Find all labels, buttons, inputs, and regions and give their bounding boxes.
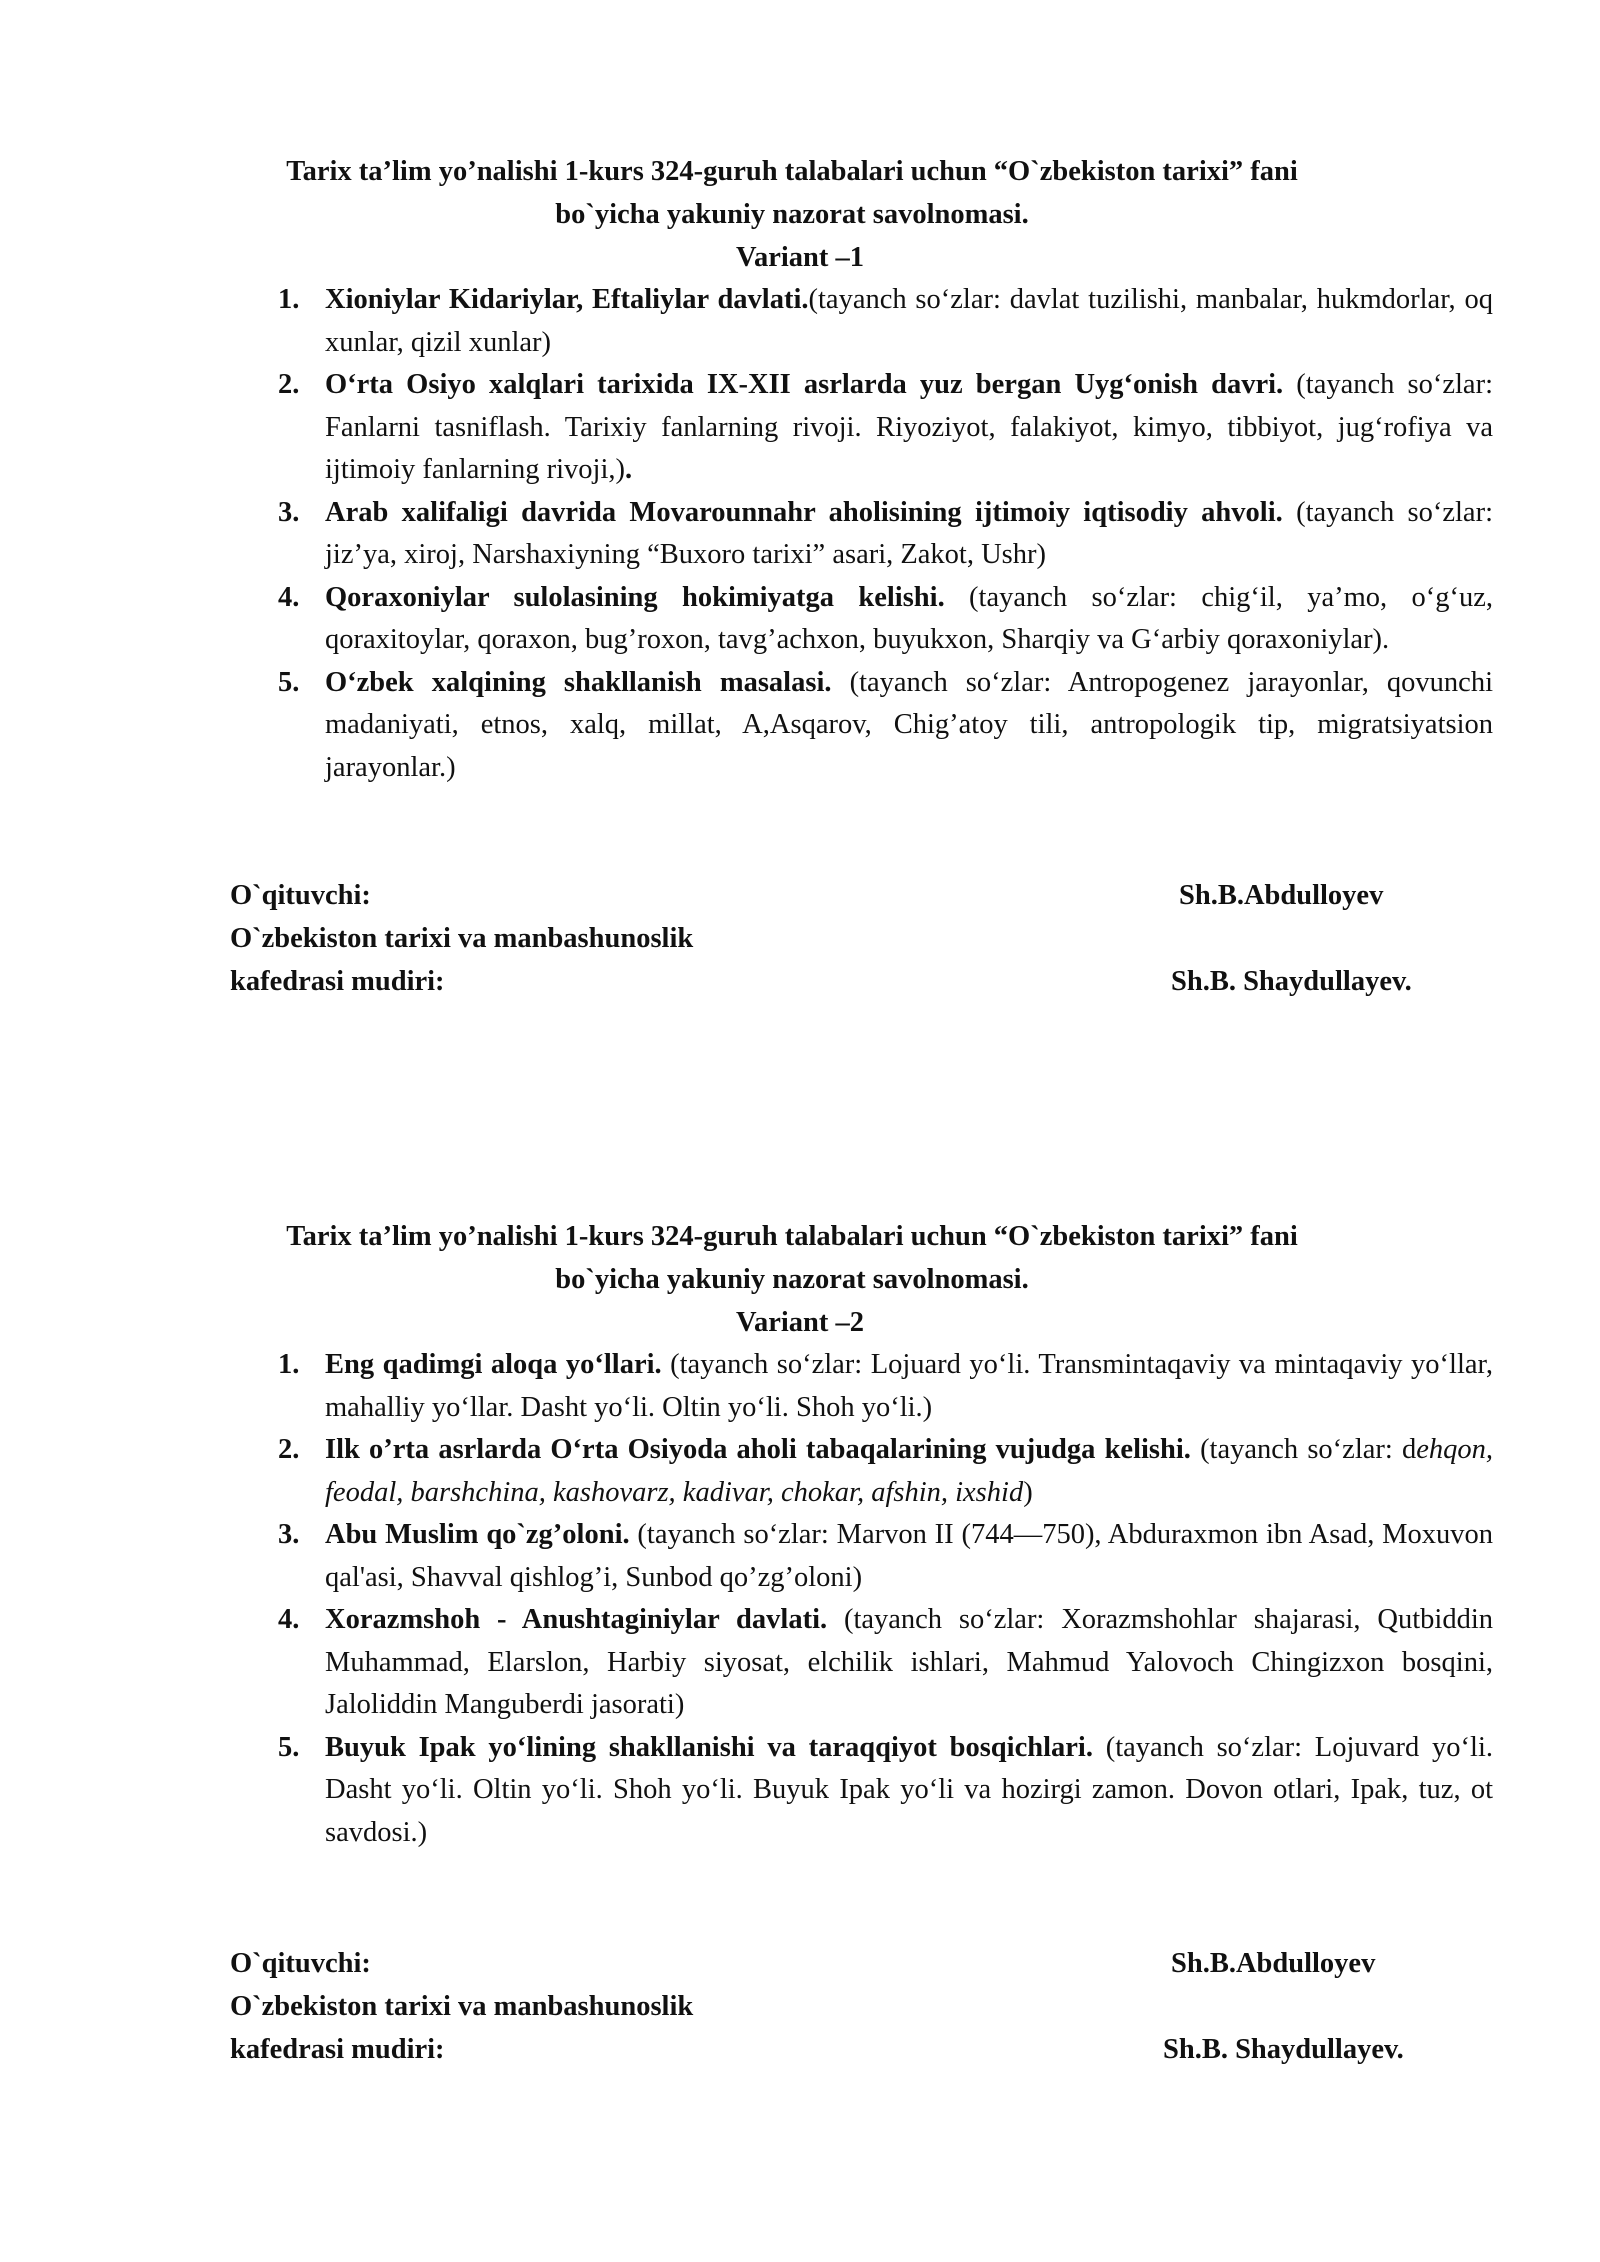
department-head-name: Sh.B. Shaydullayev. [1163,2034,1404,2065]
question-title: Eng qadimgi aloqa yo‘llari. [325,1349,662,1380]
question-title: O‘rta Osiyo xalqlari tarixida IX-XII asrlarda yuz bergan Uyg‘onish davri. [325,369,1284,400]
department-label: O`zbekiston tarixi va manbashunoslik [230,923,694,954]
question-number: 3. [278,1519,300,1550]
variant-1-heading [0,150,1600,279]
question-title: Buyuk Ipak yo‘lining shakllanishi va taraqqiyot bosqichlari. [325,1731,1093,1763]
question-keywords: (tayanch so‘zlar: Lojuvard yo‘li. Dasht yo‘li. Oltin yo‘li. Shoh yo‘li. Buyuk Ipak yo‘li va hozirgi zamon. Dovon otlari, Ipak, tuz, ot savdosi.) [325,1731,1493,1848]
question-item [273,1429,1493,1514]
question-keywords: (tayanch so‘zlar: chig‘il, ya’mo, o‘g‘uz, qoraxitoylar, qoraxon, bug’roxon, tavg’achxon, buyukxon, Sharqiy va G‘arbiy qoraxoniylar). [325,581,1493,655]
heading-line-2: bo`yicha yakuniy nazorat savolnomasi. [555,1264,1029,1295]
question-title: Qoraxoniylar sulolasining hokimiyatga kelishi. [325,581,945,613]
department-head-label: kafedrasi mudiri: [230,2034,445,2065]
heading-line-2: bo`yicha yakuniy nazorat savolnomasi. [555,199,1029,230]
question-keywords: (tayanch so‘zlar: jiz’ya, xiroj, Narshaxiyning “Buxoro tarixi” asari, Zakot, Ushr) [325,496,1493,570]
variant-2-section [0,1215,1600,2065]
variant-1-section [0,150,1600,997]
question-number: 5. [278,1731,300,1763]
question-number: 5. [278,666,300,698]
question-number: 1. [278,284,300,315]
signature-block [0,874,1600,1003]
question-keywords: (tayanch so‘zlar: Marvon II (744—750), Abduraxmon ibn Asad, Moxuvon qal'asi, Shavval qishlog’i, Sunbod qo’zg’oloni) [325,1519,1493,1593]
variant-label: Variant –1 [736,242,864,273]
signature-block [0,1942,1600,2071]
question-keywords: (tayanch so‘zlar: Xorazmshohlar shajarasi, Qutbiddin Muhammad, Elarslon, Harbiy siyosat, elchilik ishlari, Mahmud Yalovoch Chingizxon bosqini, Jaloliddin Manguberdi jasorati) [325,1604,1493,1720]
question-title: Xorazmshoh - Anushtaginiylar davlati. [325,1604,828,1635]
teacher-label: O`qituvchi: [230,1948,371,1979]
question-keywords: (tayanch so‘zlar: Fanlarni tasniflash. Tarixiy fanlarning rivoji. Riyoziyot, falakiyot, kimyo, tibbiyot, jug‘rofiya va ijtimoiy fanlarning rivoji,) [325,369,1493,485]
question-title: Ilk o’rta asrlarda O‘rta Osiyoda aholi tabaqalarining vujudga kelishi. [325,1434,1191,1465]
variant-label: Variant –2 [736,1307,864,1338]
question-number: 1. [278,1349,300,1380]
department-label: O`zbekiston tarixi va manbashunoslik [230,1991,694,2022]
question-item [273,279,1493,364]
question-keywords: (tayanch so‘zlar: Lojuard yo‘li. Transmintaqaviy va mintaqaviy yo‘llar, mahalliy yo‘llar. Dasht yo‘li. Oltin yo‘li. Shoh yo‘li.) [325,1349,1493,1423]
question-title: Abu Muslim qo`zg’oloni. [325,1519,630,1550]
heading-line-1: Tarix ta’lim yo’nalishi 1-kurs 324-guruh talabalari uchun “O`zbekiston tarixi” fani [286,156,1298,187]
teacher-name: Sh.B.Abdulloyev [1171,1948,1376,1979]
question-tail: ) [1023,1476,1033,1508]
variant-2-heading [0,1215,1600,1344]
question-title: Arab xalifaligi davrida Movarounnahr aholisining ijtimoiy iqtisodiy ahvoli. [325,496,1283,528]
question-keywords: (tayanch so‘zlar: Antropogenez jarayonlar, qovunchi madaniyati, etnos, xalq, millat, A,Asqarov, Chig’atoy tili, antropologik tip, migratsiyatsion jarayonlar.) [325,666,1493,783]
question-keywords: (tayanch so‘zlar: davlat tuzilishi, manbalar, hukmdorlar, oq xunlar, qizil xunlar) [325,284,1493,358]
question-number: 3. [278,496,300,528]
question-item [273,577,1493,662]
question-item [273,662,1493,790]
question-item [273,1514,1493,1599]
question-item [273,1344,1493,1429]
question-number: 4. [278,1604,300,1635]
teacher-name: Sh.B.Abdulloyev [1179,880,1384,911]
question-title: O‘zbek xalqining shakllanish masalasi. [325,666,832,698]
question-number: 2. [278,369,300,400]
question-title: Xioniylar Kidariylar, Eftaliylar davlati. [325,284,809,315]
department-head-label: kafedrasi mudiri: [230,966,445,997]
question-item [273,492,1493,577]
question-list [273,1344,1493,1854]
question-keywords: (tayanch so‘zlar: d [1190,1434,1417,1465]
question-keywords-italic: ehqon, feodal, barshchina, kashovarz, kadivar, chokar, afshin, ixshid [325,1434,1493,1508]
question-number: 2. [278,1434,300,1465]
department-head-name: Sh.B. Shaydullayev. [1171,966,1412,997]
question-item [273,1727,1493,1855]
question-tail: . [625,454,633,485]
question-item [273,1599,1493,1727]
question-item [273,364,1493,492]
question-number: 4. [278,581,300,613]
heading-line-1: Tarix ta’lim yo’nalishi 1-kurs 324-guruh talabalari uchun “O`zbekiston tarixi” fani [286,1221,1298,1252]
question-list [273,279,1493,789]
teacher-label: O`qituvchi: [230,880,371,911]
